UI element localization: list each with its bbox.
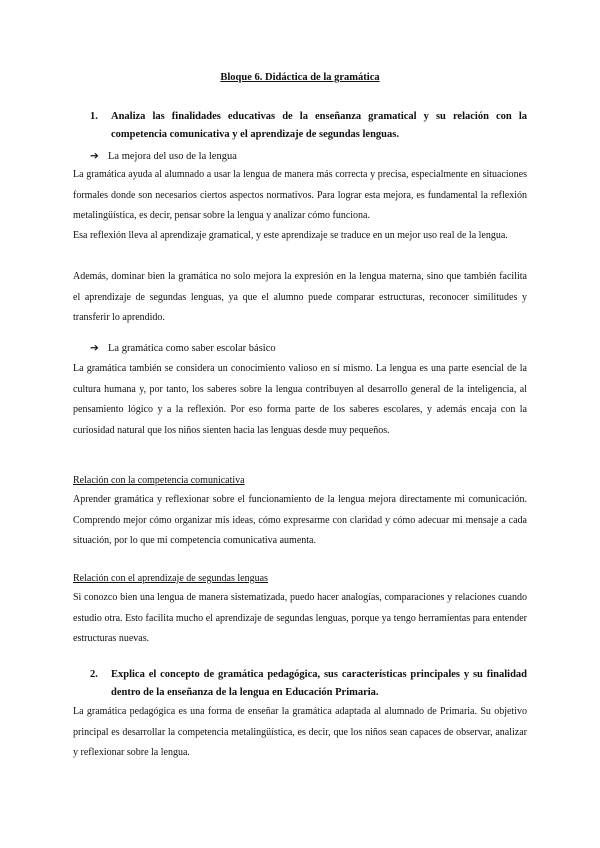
relacion-competencia-paragraph: Aprender gramática y reflexionar sobre el funcionamiento de la lengua mejora directamente mi comunicación. Comprendo mejor cómo organizar mis ideas, cómo expresarme con claridad y cómo adecuar mi mensaje a cada situación, por lo que mi competencia comunicativa aumenta. xyxy=(73,494,527,547)
section-1-heading xyxy=(90,150,237,162)
page-title: Bloque 6. Didáctica de la gramática xyxy=(220,72,380,83)
question-1-text: Analiza las finalidades educativas de la enseñanza gramatical y su relación con la competencia comunicativa y el aprendizaje de segundas lenguas. xyxy=(111,111,527,140)
arrow-icon: ➔ xyxy=(90,151,99,162)
question-2-number: 2. xyxy=(90,669,98,680)
section-2-heading xyxy=(90,342,276,354)
section-1-paragraph-3: Además, dominar bien la gramática no solo mejora la expresión en la lengua materna, sino que también facilita el aprendizaje de segundas lenguas, ya que el alumno puede comparar estructuras, reconocer similitudes y transferir lo aprendido. xyxy=(73,271,527,324)
relacion-competencia-heading: Relación con la competencia comunicativa xyxy=(73,475,245,486)
section-1-paragraph-1: La gramática ayuda al alumnado a usar la lengua de manera más correcta y precisa, especialmente en situaciones formales donde son necesarios ciertos aspectos normativos. Para lograr esta mejora, es fundamental la reflexión metalingüística, es decir, pensar sobre la lengua y analizar cómo funciona. xyxy=(73,169,527,222)
question-2-text: Explica el concepto de gramática pedagógica, sus características principales y su finalidad dentro de la enseñanza de la lengua en Educación Primaria. xyxy=(111,669,527,698)
section-2-heading-text: La gramática como saber escolar básico xyxy=(108,343,276,354)
relacion-segundas-lenguas-paragraph: Si conozco bien una lengua de manera sistematizada, puedo hacer analogías, comparaciones y relaciones cuando estudio otra. Esto facilita mucho el aprendizaje de segundas lenguas, porque ya tengo herramientas para entender estructuras nuevas. xyxy=(73,592,527,645)
section-2-paragraph-1: La gramática también se considera un conocimiento valioso en sí mismo. La lengua es una parte esencial de la cultura humana y, por tanto, los saberes sobre la lengua contribuyen al desarrollo general de la inteligencia, al pensamiento lógico y a la reflexión. Por eso forma parte de los saberes escolares, y además encaja con la curiosidad natural que los niños sienten hacia las lenguas desde muy pequeños. xyxy=(73,363,527,436)
question-1-number: 1. xyxy=(90,111,98,122)
section-1-heading-text: La mejora del uso de la lengua xyxy=(108,151,237,162)
relacion-segundas-lenguas-heading: Relación con el aprendizaje de segundas lenguas xyxy=(73,573,268,584)
section-1-paragraph-2: Esa reflexión lleva al aprendizaje gramatical, y este aprendizaje se traduce en un mejor uso real de la lengua. xyxy=(73,230,508,241)
question-2-paragraph: La gramática pedagógica es una forma de enseñar la gramática adaptada al alumnado de Primaria. Su objetivo principal es desarrollar la competencia metalingüística, es decir, que los niños sean capaces de observar, analizar y reflexionar sobre la lengua. xyxy=(73,706,527,759)
arrow-icon: ➔ xyxy=(90,343,99,354)
